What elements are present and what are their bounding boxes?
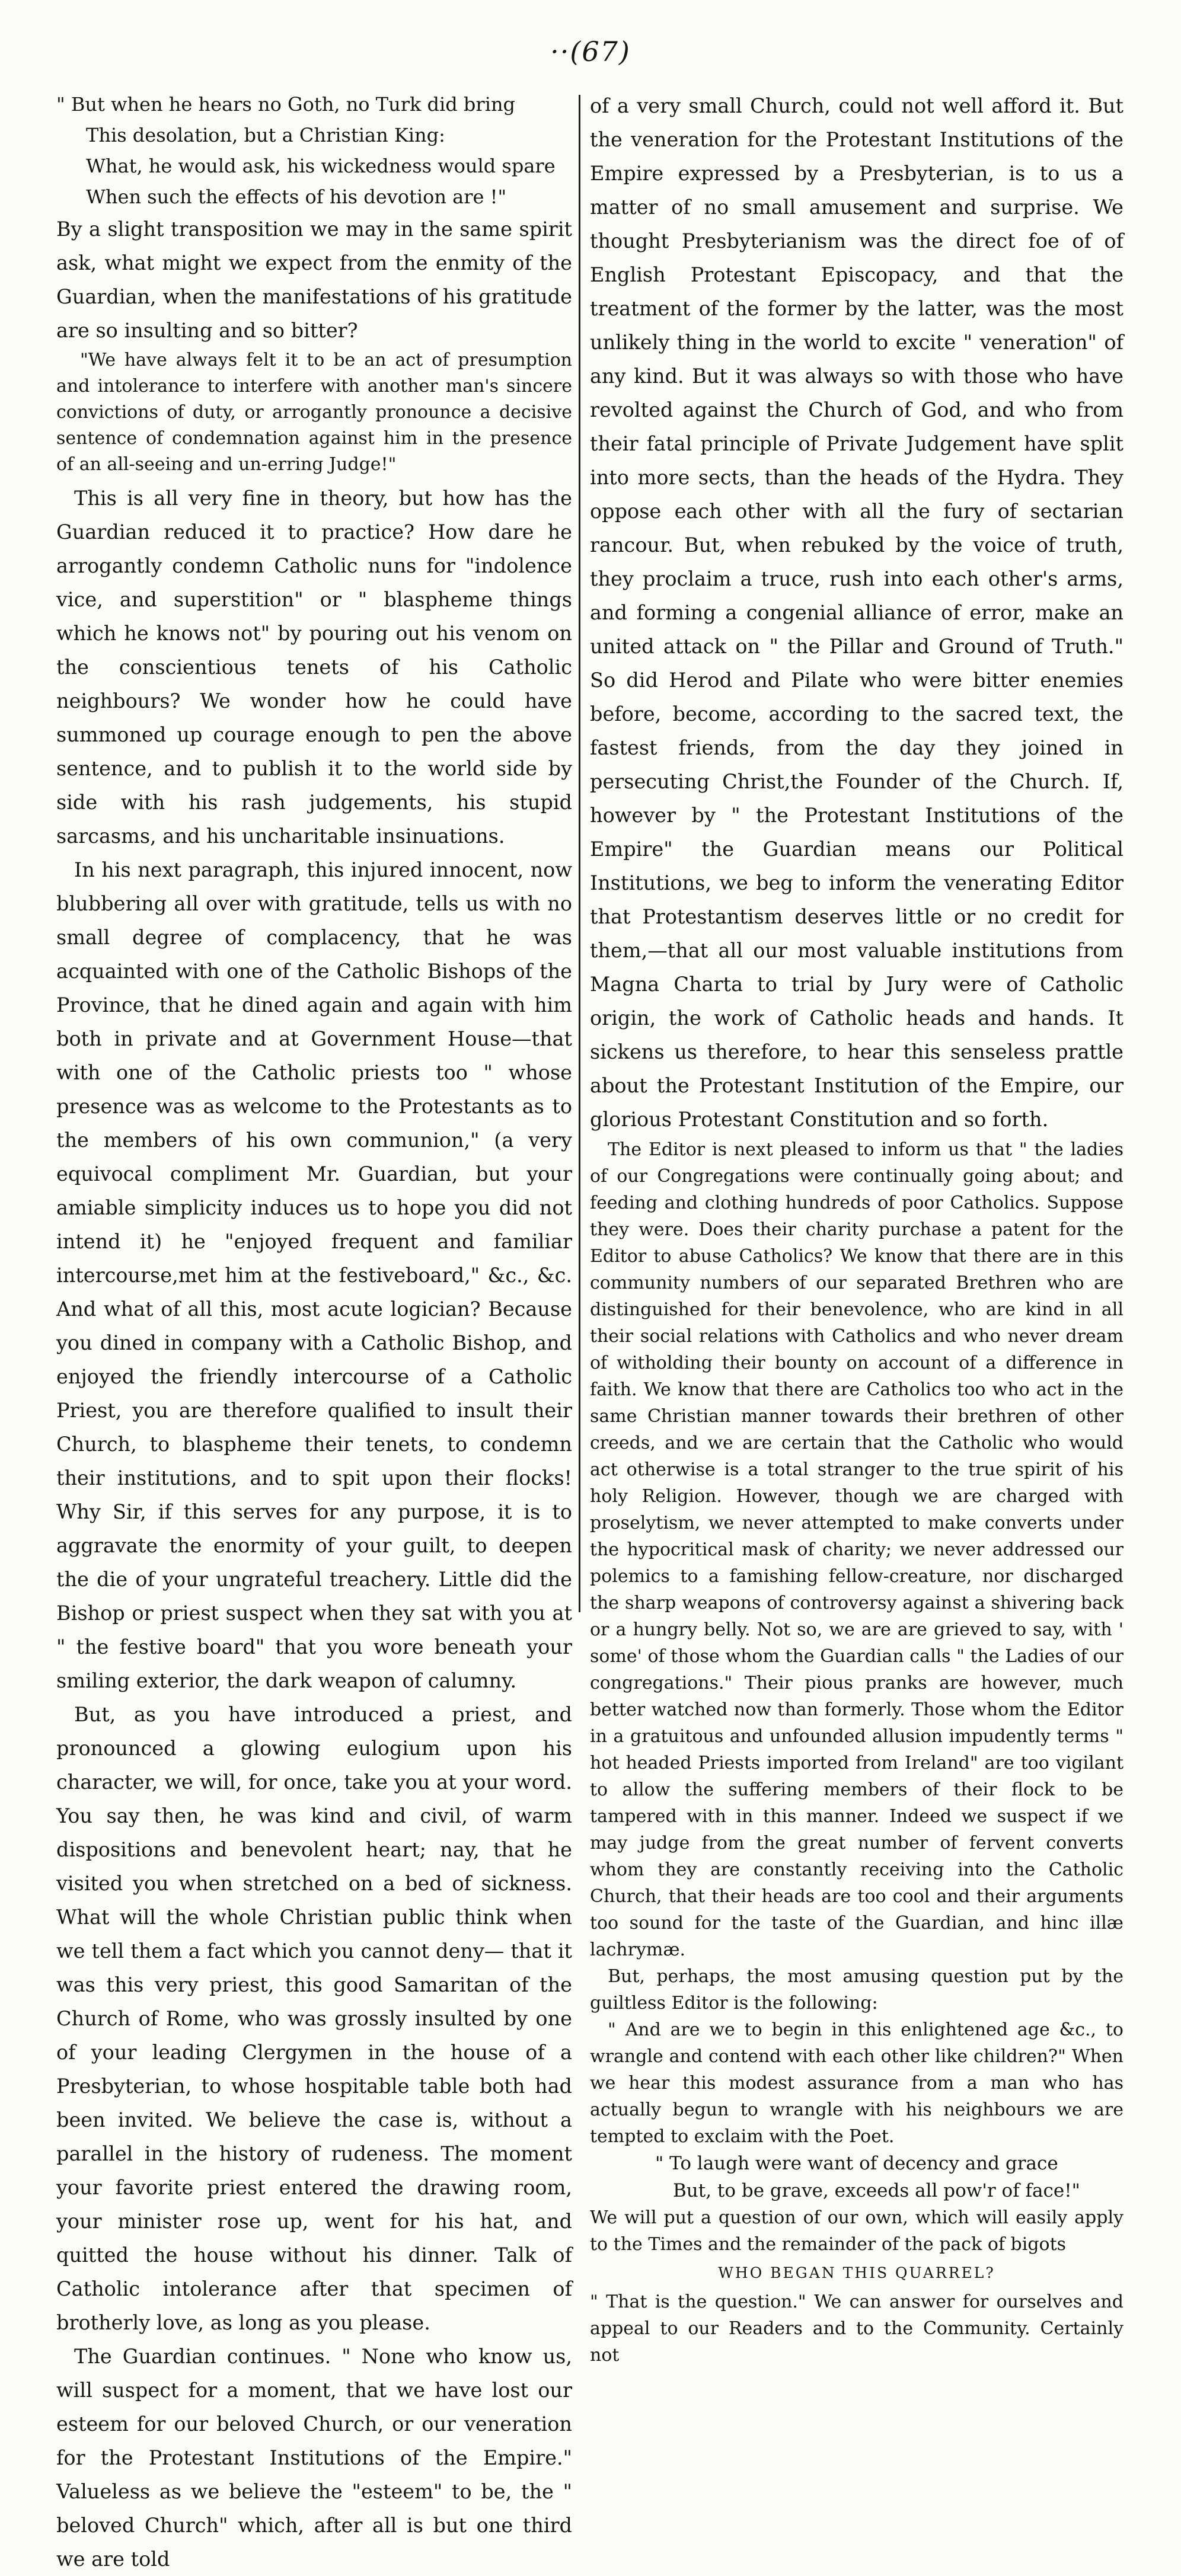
verse-block <box>56 89 572 212</box>
verse-line: This desolation, but a Christian King: <box>86 124 445 146</box>
page-number: ··(67) <box>550 36 631 68</box>
paragraph: The Guardian continues. " None who know us, will suspect for a moment, that we have lost our esteem for our beloved Church, or our veneration for the Protestant Institutions of the Empire." Valueless as we believe the "esteem" to be, the " beloved Church" which, after all is but one third we are told <box>56 2345 572 2571</box>
paragraph: of a very small Church, could not well afford it. But the veneration for the Protestant Institutions of the Empire expressed by a Presbyterian, is to us a matter of no small amusement and surprise. We thought Presbyterianism was the direct foe of of English Protestant Episcopacy, and that the treatment of the former by the latter, was the most unlikely thing in the world to excite " veneration" of any kind. But it was always so with those who have revolted against the Church of God, and who from their fatal principle of Private Judgement have split into more sects, than the heads of the Hydra. They oppose each other with all the fury of sectarian rancour. But, when rebuked by the voice of truth, they proclaim a truce, rush into each other's arms, and forming a congenial alliance of error, make an united attack on " the Pillar and Ground of Truth." So did Herod and Pilate who were bitter enemies before, become, according to the sacred text, the fastest friends, from the day they joined in persecuting Christ,the Founder of the Church. If, however by " the Protestant Institutions of the Empire" the Guardian means our Political Institutions, we beg to inform the venerating Editor that Protestantism deserves little or no credit for them,—that all our most valuable institutions from Magna Charta to trial by Jury were of Catholic origin, the work of Catholic heads and hands. It sickens us therefore, to hear this senseless prattle about the Protestant Institution of the Empire, our glorious Protestant Constitution and so forth. <box>590 94 1123 1131</box>
paragraph: By a slight transposition we may in the same spirit ask, what might we expect from the enmity of the Guardian, when the manifestations of his gratitude are so insulting and so bitter? <box>56 218 572 342</box>
verse-line: What, he would ask, his wickedness would spare <box>86 155 556 177</box>
verse-line: When such the effects of his devotion are !" <box>86 186 507 208</box>
verse-line: But, to be grave, exceeds all pow'r of face!" <box>673 2180 1080 2201</box>
left-column <box>56 89 572 2571</box>
paragraph: This is all very fine in theory, but how has the Guardian reduced it to practice? How dare he arrogantly condemn Catholic nuns for "indolence vice, and superstition" or " blaspheme things which he knows not" by pouring out his venom on the conscientious tenets of his Catholic neighbours? We wonder how he could have summoned up courage enough to pen the above sentence, and to publish it to the world side by side with his rash judgements, his stupid sarcasms, and his uncharitable insinuations. <box>56 487 572 848</box>
block-quote: "We have always felt it to be an act of presumption and intolerance to interfere with another man's sincere convictions of duty, or arrogantly pronounce a decisive sentence of condemnation against him in the presence of an all-seeing and un-erring Judge!" <box>56 350 572 475</box>
poet-verse <box>590 2150 1123 2204</box>
paragraph: But, perhaps, the most amusing question put by the guiltless Editor is the following: <box>590 1966 1123 2014</box>
paragraph: But, as you have introduced a priest, and pronounced a glowing eulogium upon his character, we will, for once, take you at your word. You say then, he was kind and civil, of warm dispositions and benevolent heart; nay, that he visited you when stretched on a bed of sickness. What will the whole Christian public think when we tell them a fact which you cannot deny— that it was this very priest, this good Samaritan of the Church of Rome, who was grossly insulted by one of your leading Clergymen in the house of a Presbyterian, to whose hospitable table both had been invited. We believe the case is, without a parallel in the history of rudeness. The moment your favorite priest entered the drawing room, your minister rose up, went for his hat, and quitted the house without his dinner. Talk of Catholic intolerance after that specimen of brotherly love, as long as you please. <box>56 1703 572 2334</box>
right-column <box>590 89 1123 2366</box>
paragraph: " That is the question." We can answer for ourselves and appeal to our Readers and to the Community. Certainly not <box>590 2291 1123 2366</box>
paragraph: We will put a question of our own, which will easily apply to the Times and the remainder of the pack of bigots <box>590 2207 1123 2255</box>
verse-line: " To laugh were want of decency and grace <box>655 2153 1058 2174</box>
column-rule <box>579 95 580 1612</box>
section-heading: WHO BEGAN THIS QUARREL? <box>718 2264 995 2281</box>
paragraph: The Editor is next pleased to inform us that " the ladies of our Congregations were continually going about; and feeding and clothing hundreds of poor Catholics. Suppose they were. Does their charity purchase a patent for the Editor to abuse Catholics? We know that there are in this community numbers of our separated Brethren who are distinguished for their benevolence, who are kind in all their social relations with Catholics and who never dream of witholding their bounty on account of a difference in faith. We know that there are Catholics too who act in the same Christian manner towards their brethren of other creeds, and we are certain that the Catholic who would act otherwise is a total stranger to the true spirit of his holy Religion. However, though we are charged with proselytism, we never attempted to make converts under the hypocritical mask of charity; we never addressed our polemics to a famishing fellow-creature, nor discharged the sharp weapons of controversy against a shivering back or a hungry belly. Not so, we are are grieved to say, with ' some' of those whom the Guardian calls " the Ladies of our congregations." Their pious pranks are however, much better watched now than formerly. Those whom the Editor in a gratuitous and unfounded allusion impudently terms " hot headed Priests imported from Ireland" are too vigilant to allow the suffering members of their flock to be tampered with in this manner. Indeed we suspect if we may judge from the great number of fervent converts whom they are constantly receiving into the Catholic Church, that their heads are too cool and their arguments too sound for the taste of the Guardian, and hinc illæ lachrymæ. <box>590 1139 1123 1960</box>
paragraph: In his next paragraph, this injured innocent, now blubbering all over with gratitude, tells us with no small degree of complacency, that he was acquainted with one of the Catholic Bishops of the Province, that he dined again and again with him both in private and at Government House—that with one of the Catholic priests too " whose presence was as welcome to the Protestants as to the members of his own communion," (a very equivocal compliment Mr. Guardian, but your amiable simplicity induces us to hope you did not intend it) he "enjoyed frequent and familiar intercourse,met him at the festiveboard," &c., &c. And what of all this, most acute logician? Because you dined in company with a Catholic Bishop, and enjoyed the friendly intercourse of a Catholic Priest, you are therefore qualified to insult their Church, to blaspheme their tenets, to condemn their institutions, and to spit upon their flocks! Why Sir, if this serves for any purpose, it is to aggravate the enormity of your guilt, to deepen the die of your ungrateful treachery. Little did the Bishop or priest suspect when they sat with you at " the festive board" that you wore beneath your smiling exterior, the dark weapon of calumny. <box>56 858 572 1692</box>
block-quote: " And are we to begin in this enlightened age &c., to wrangle and contend with each other like children?" When we hear this modest assurance from a man who has actually begun to wrangle with his neighbours we are tempted to exclaim with the Poet. <box>590 2019 1123 2147</box>
verse-line: " But when he hears no Goth, no Turk did bring <box>56 93 516 116</box>
